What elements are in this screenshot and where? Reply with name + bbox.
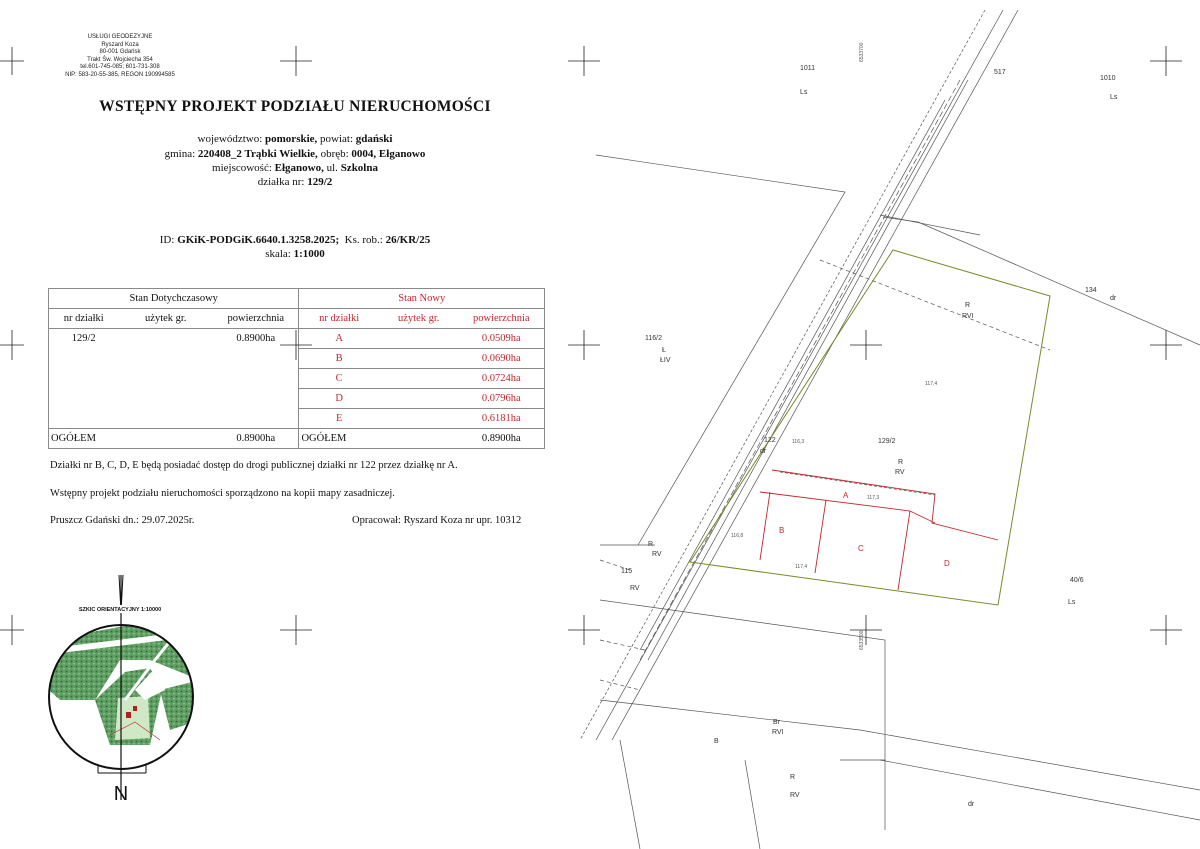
map-label: 134 (1085, 287, 1097, 294)
access-note: Działki nr B, C, D, E będą posiadać dostęp do drogi publicznej działki nr 122 przez działkę nr A. (50, 460, 458, 471)
total-new: 0.8900ha (459, 429, 545, 449)
old-nr-cell: 129/2 (49, 329, 119, 349)
map-label: 517 (994, 69, 1006, 76)
map-label: 129/2 (878, 438, 896, 445)
old-state-header: Stan Dotychczasowy (49, 289, 299, 309)
company-line: Ryszard Koza (101, 41, 139, 48)
id-line: ID: GKiK-PODGiK.6640.1.3258.2025; Ks. rob.: 26/KR/25 (159, 234, 431, 246)
table-row: E 0.6181ha (49, 409, 545, 429)
map-label: RV (652, 551, 662, 558)
total-old: 0.8900ha (213, 429, 299, 449)
gmina: 220408_2 Trąbki Wielkie, (197, 148, 318, 160)
north-arrow-label: N (113, 783, 129, 805)
new-parcel-label-d: D (944, 559, 950, 568)
height-label: 117,4 (795, 564, 808, 570)
company-line: Trakt Św. Wojciecha 354 (87, 56, 153, 63)
scale-value: 1:1000 (293, 248, 325, 260)
table-row: C 0.0724ha (49, 369, 545, 389)
new-parcel-label-c: C (858, 544, 864, 553)
parcel-129-2-boundary (690, 250, 1050, 605)
map-label: 40/6 (1070, 577, 1084, 584)
col-header-nr: nr działki (49, 309, 119, 329)
company-line: NIP: 583-20-55-385, REGON 190994585 (65, 71, 175, 78)
old-pow-cell: 0.8900ha (236, 333, 276, 345)
map-label: 1010 (1100, 75, 1116, 82)
obreb: 0004, Ełganowo (351, 148, 426, 160)
height-label: 116,3 (792, 439, 805, 445)
map-label: dr (968, 801, 975, 808)
new-parcel-label-b: B (779, 526, 785, 535)
basis-note: Wstępny projekt podziału nieruchomości sporządzono na kopii mapy zasadniczej. (50, 488, 395, 499)
company-line: tel.601-745-085; 601-731-308 (80, 64, 160, 70)
map-label: Ls (1068, 599, 1076, 606)
map-label: Br (773, 719, 780, 726)
map-label: 122 (764, 437, 776, 444)
new-state-header: Stan Nowy (299, 289, 545, 309)
company-line: 80-001 Gdańsk (99, 49, 141, 55)
height-label: 117,4 (925, 381, 938, 387)
map-label: 1011 (800, 65, 816, 72)
company-line: USŁUGI GEODEZYJNE (87, 34, 153, 40)
map-label: R (965, 302, 971, 309)
sketch-title: SZKIC ORIENTACYJNY 1:10000 (78, 607, 162, 613)
division-lines (760, 470, 998, 590)
document-title: WSTĘPNY PROJEKT PODZIAŁU NIERUCHOMOŚCI (99, 98, 491, 115)
location-line-3: miejscowość: Ełganowo, ul. Szkolna (212, 162, 378, 174)
map-label: 115 (621, 568, 633, 575)
wojewodztwo: pomorskie, (265, 133, 318, 145)
total-label: OGÓŁEM (49, 429, 119, 449)
ulica: Szkolna (340, 162, 378, 174)
ks-value: 26/KR/25 (385, 234, 431, 246)
map-label: ŁIV (660, 357, 671, 364)
coordinate-label: 6533500 (859, 630, 865, 650)
registration-marks (0, 46, 1182, 645)
parcel-boundaries (596, 155, 1200, 849)
height-label: 117,3 (867, 495, 880, 501)
map-label: R (648, 541, 654, 548)
map-label: RV (630, 585, 640, 592)
powiat: gdański (355, 133, 393, 145)
table-row: D 0.0796ha (49, 389, 545, 409)
place-date: Pruszcz Gdański dn.: 29.07.2025r. (50, 515, 195, 526)
map-label: R (790, 774, 796, 781)
location-line-2: gmina: 220408_2 Trąbki Wielkie, obręb: 0004, Ełganowo (164, 148, 426, 160)
scale-line: skala: 1:1000 (265, 248, 325, 260)
map-label: R (898, 459, 904, 466)
col-header-nr-new: nr działki (299, 309, 379, 329)
table-row: 129/2 0.8900ha A 0.0509ha (49, 329, 545, 349)
col-header-pow: powierzchnia (213, 309, 299, 329)
miejscowosc: Ełganowo, (274, 162, 324, 174)
map-label: dr (760, 448, 767, 455)
map-label: RVI (772, 729, 784, 736)
map-label: Ls (800, 89, 808, 96)
author: Opracował: Ryszard Koza nr upr. 10312 (352, 515, 522, 526)
location-line-1: województwo: pomorskie, powiat: gdański (197, 133, 393, 145)
map-label: Ł (662, 347, 666, 354)
road-lines (580, 10, 1018, 740)
dzialka-number: 129/2 (307, 176, 333, 188)
total-label-new: OGÓŁEM (299, 429, 379, 449)
map-label: B (714, 738, 719, 745)
map-label: RV (790, 792, 800, 799)
col-header-uzytek: użytek gr. (118, 309, 213, 329)
map-label: dr (1110, 295, 1117, 302)
orientation-sketch (45, 575, 205, 805)
table-row: B 0.0690ha (49, 349, 545, 369)
height-label: 116,8 (731, 533, 744, 539)
col-header-uzytek-new: użytek gr. (379, 309, 459, 329)
col-header-pow-new: powierzchnia (459, 309, 545, 329)
location-line-4: działka nr: 129/2 (257, 176, 333, 188)
map-label: Ls (1110, 94, 1118, 101)
id-value: GKiK-PODGiK.6640.1.3258.2025; (177, 234, 340, 246)
map-label: 116/2 (645, 335, 662, 342)
coordinate-label: 6533700 (859, 42, 865, 62)
new-parcel-label-a: A (843, 491, 849, 500)
map-label: RVI (962, 313, 974, 320)
map-label: RV (895, 469, 905, 476)
